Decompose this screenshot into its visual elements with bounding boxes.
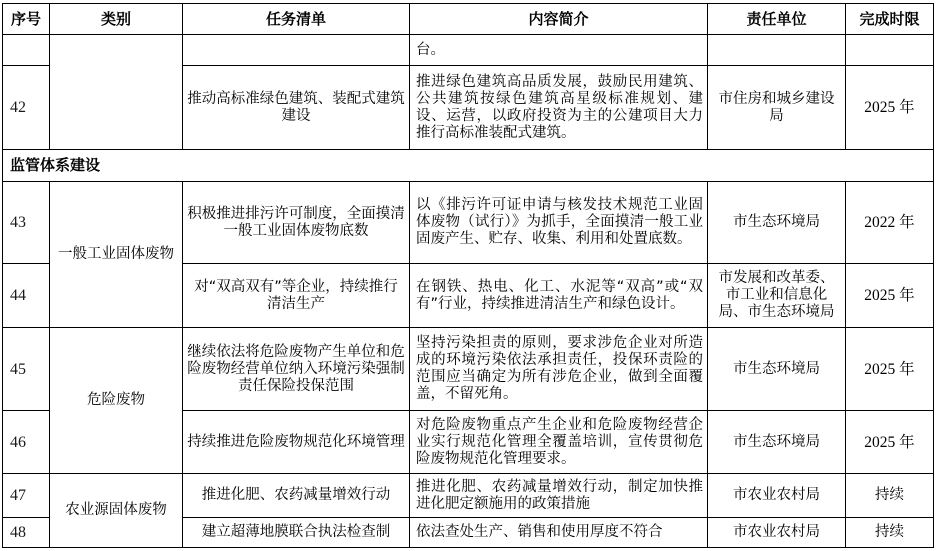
row-content: 依法查处生产、销售和使用厚度不符合 — [410, 518, 708, 548]
row-task: 推动高标准绿色建筑、装配式建筑建设 — [183, 66, 410, 150]
row-task — [183, 35, 410, 66]
row-deadline: 2025 年 — [846, 411, 934, 474]
row-content: 对危险废物重点产生企业和危险废物经营企业实行规范化管理全覆盖培训，宣传贯彻危险废物规范化管理要求。 — [410, 411, 708, 474]
header-unit: 责任单位 — [708, 4, 846, 35]
row-unit: 市农业农村局 — [708, 518, 846, 548]
row-number: 45 — [3, 328, 50, 411]
task-table — [2, 3, 934, 548]
row-content: 在钢铁、热电、化工、水泥等“双高”或“双有”行业，持续推进清洁生产和绿色设计。 — [410, 264, 708, 328]
row-number: 48 — [3, 518, 50, 548]
row-content: 推进化肥、农药减量增效行动，制定加快推进化肥定额施用的政策措施 — [410, 474, 708, 518]
row-unit: 市生态环境局 — [708, 328, 846, 411]
row-deadline: 2022 年 — [846, 182, 934, 264]
row-category — [50, 35, 183, 150]
row-unit: 市生态环境局 — [708, 182, 846, 264]
row-content: 推进绿色建筑高品质发展，鼓励民用建筑、公共建筑按绿色建筑高星级标准规划、建设、运营，以政府投资为主的公建项目大力推行高标准装配式建筑。 — [410, 66, 708, 150]
table-row — [3, 35, 934, 66]
row-number: 46 — [3, 411, 50, 474]
row-category: 农业源固体废物 — [50, 474, 183, 548]
row-unit: 市住房和城乡建设局 — [708, 66, 846, 150]
row-task: 持续推进危险废物规范化环境管理 — [183, 411, 410, 474]
row-task: 继续依法将危险废物产生单位和危险废物经营单位纳入环境污染强制责任保险投保范围 — [183, 328, 410, 411]
row-number — [3, 35, 50, 66]
header-deadline: 完成时限 — [846, 4, 934, 35]
row-task: 对“双高双有”等企业，持续推行清洁生产 — [183, 264, 410, 328]
row-category: 危险废物 — [50, 328, 183, 474]
row-number: 47 — [3, 474, 50, 518]
table-row — [3, 182, 934, 264]
header-category: 类别 — [50, 4, 183, 35]
row-content: 以《排污许可证申请与核发技术规范工业固体废物（试行）》为抓手，全面摸清一般工业固废产生、贮存、收集、利用和处置底数。 — [410, 182, 708, 264]
row-deadline: 2025 年 — [846, 66, 934, 150]
row-task: 积极推进排污许可制度，全面摸清一般工业固体废物底数 — [183, 182, 410, 264]
table-row — [3, 328, 934, 411]
row-category: 一般工业固体废物 — [50, 182, 183, 328]
header-task: 任务清单 — [183, 4, 410, 35]
row-number: 43 — [3, 182, 50, 264]
row-unit — [708, 35, 846, 66]
row-unit: 市发展和改革委、市工业和信息化局、市生态环境局 — [708, 264, 846, 328]
row-number: 42 — [3, 66, 50, 150]
row-unit: 市农业农村局 — [708, 474, 846, 518]
row-content: 台。 — [410, 35, 708, 66]
row-number: 44 — [3, 264, 50, 328]
row-task: 建立超薄地膜联合执法检查制 — [183, 518, 410, 548]
row-deadline: 2025 年 — [846, 264, 934, 328]
row-content: 坚持污染担责的原则，要求涉危企业对所造成的环境污染依法承担责任，投保环责险的范围应当确定为所有涉危企业，做到全面覆盖，不留死角。 — [410, 328, 708, 411]
header-content: 内容简介 — [410, 4, 708, 35]
row-deadline: 持续 — [846, 518, 934, 548]
row-unit: 市生态环境局 — [708, 411, 846, 474]
table-row — [3, 474, 934, 518]
header-row — [3, 4, 934, 35]
row-deadline: 持续 — [846, 474, 934, 518]
header-number: 序号 — [3, 4, 50, 35]
row-deadline — [846, 35, 934, 66]
row-deadline: 2025 年 — [846, 328, 934, 411]
section-title: 监管体系建设 — [3, 150, 934, 182]
row-task: 推进化肥、农药减量增效行动 — [183, 474, 410, 518]
section-row — [3, 150, 934, 182]
